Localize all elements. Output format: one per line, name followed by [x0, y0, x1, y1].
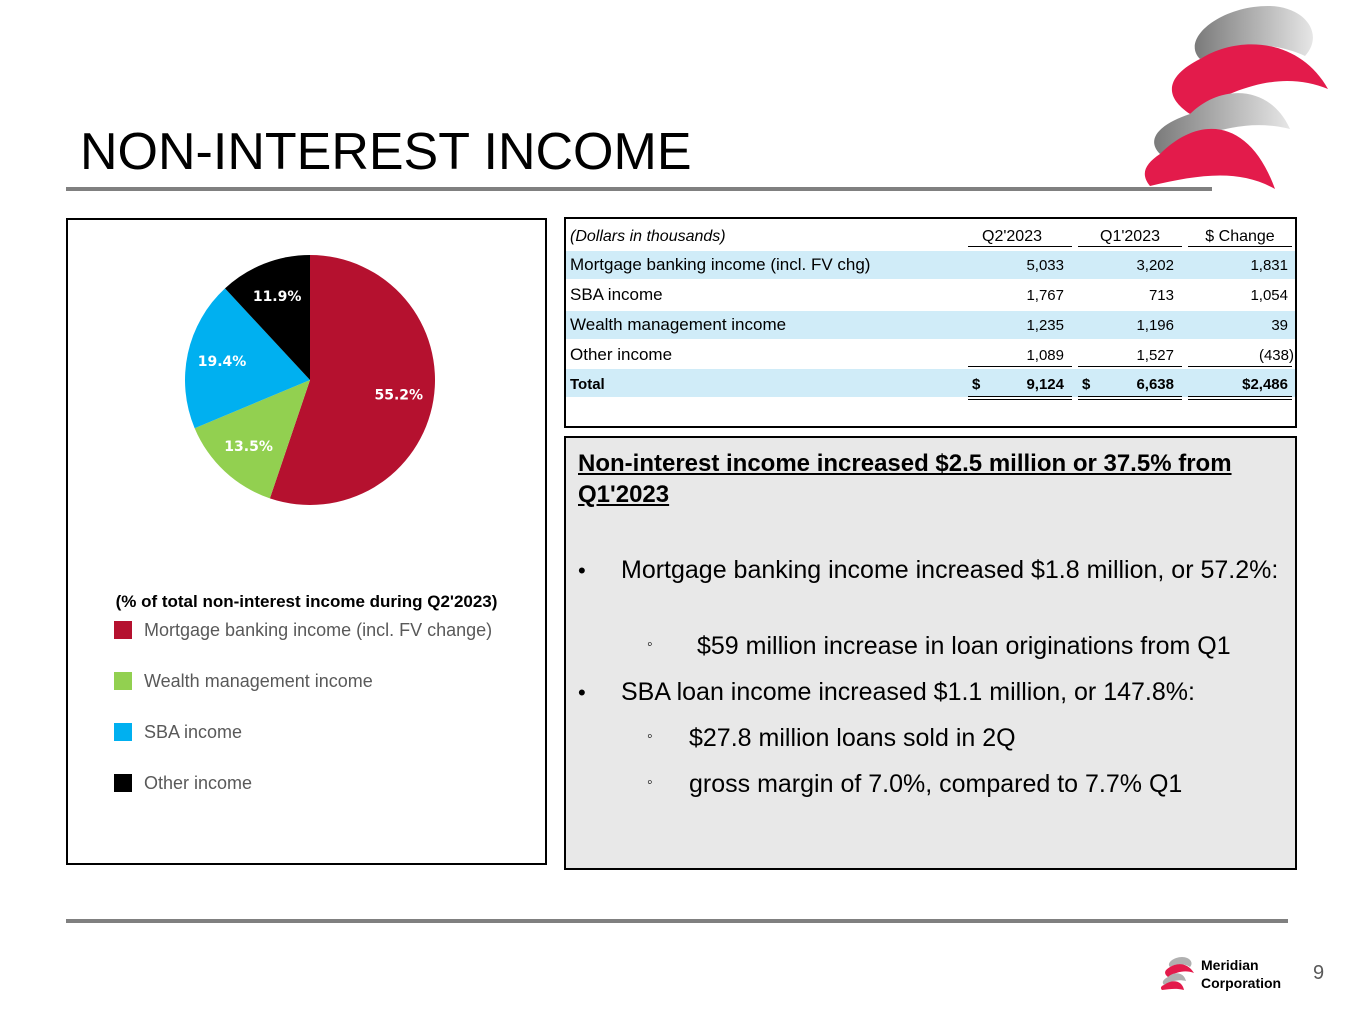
row-value-change: 39 — [1271, 317, 1288, 334]
subtotal-underline — [968, 366, 1072, 367]
total-currency-q2: $ — [972, 376, 981, 393]
legend-swatch-wealth — [114, 672, 132, 690]
row-label: Other income — [570, 345, 673, 364]
subtotal-underline — [1188, 366, 1292, 367]
sub-bullet-gross-margin: gross margin of 7.0%, compared to 7.7% Q1 — [689, 770, 1183, 798]
row-label: SBA income — [570, 285, 663, 304]
chart-panel — [66, 218, 547, 865]
total-double-underline — [1078, 399, 1182, 400]
total-double-underline — [1188, 396, 1292, 397]
slide-title: NON-INTEREST INCOME — [80, 123, 692, 181]
footer-logo-icon — [1160, 955, 1196, 991]
total-currency-q1: $ — [1082, 376, 1091, 393]
sub-bullet-marker: ◦ — [647, 774, 653, 791]
logo-swirl-icon — [1140, 4, 1335, 194]
chart-caption: (% of total non-interest income during Q2'2023) — [115, 592, 498, 611]
pie-data-label-2: 13.5% — [224, 438, 273, 455]
total-value-q1: 6,638 — [1136, 376, 1174, 393]
legend-label: Other income — [144, 773, 253, 793]
legend-swatch-sba — [114, 723, 132, 741]
total-label: Total — [570, 376, 605, 393]
total-double-underline — [968, 399, 1072, 400]
row-value-q2: 1,089 — [1026, 347, 1064, 364]
legend-label: Wealth management income — [144, 671, 373, 691]
row-value-q1: 1,527 — [1136, 347, 1174, 364]
pie-data-label-4: 11.9% — [252, 289, 302, 306]
column-header-q1: Q1'2023 — [1100, 228, 1160, 245]
legend-swatch-other — [114, 774, 132, 792]
sub-bullet-originations: $59 million increase in loan originations from Q1 — [697, 632, 1231, 660]
summary-heading: Non-interest income increased $2.5 million or 37.5% from Q1'2023 — [578, 450, 1232, 508]
income-table — [564, 217, 1297, 428]
total-value-change: $2,486 — [1242, 376, 1288, 393]
total-double-underline — [1188, 399, 1292, 400]
column-header-change: $ Change — [1205, 228, 1275, 245]
table-units-label: (Dollars in thousands) — [570, 228, 726, 245]
row-value-change: (438) — [1258, 347, 1294, 364]
company-name-line2: Corporation — [1201, 975, 1282, 991]
bullet-sba: SBA loan income increased $1.1 million, or 147.8%: — [621, 678, 1195, 706]
legend-label: SBA income — [144, 722, 243, 742]
row-highlight — [566, 369, 1295, 397]
row-value-q1: 713 — [1148, 287, 1174, 304]
bullet-mortgage: Mortgage banking income increased $1.8 million, or 57.2%: — [621, 556, 1279, 584]
footer-divider — [66, 919, 1288, 923]
sub-bullet-marker: ◦ — [647, 636, 653, 653]
summary-panel — [564, 436, 1297, 870]
total-double-underline — [968, 396, 1072, 397]
row-value-change: 1,054 — [1250, 287, 1288, 304]
row-value-q1: 1,196 — [1136, 317, 1174, 334]
header-underline — [1078, 246, 1182, 247]
sub-bullet-marker: ◦ — [647, 728, 653, 745]
subtotal-underline — [1078, 366, 1182, 367]
header-underline — [1188, 246, 1292, 247]
sub-bullet-loans-sold: $27.8 million loans sold in 2Q — [689, 724, 1016, 752]
pie-data-label-3: 19.4% — [197, 353, 247, 370]
pie-chart — [68, 220, 545, 620]
row-value-q2: 5,033 — [1026, 257, 1064, 274]
legend-swatch-mortgage — [114, 621, 132, 639]
total-value-q2: 9,124 — [1026, 376, 1064, 393]
bullet-marker: • — [578, 558, 586, 583]
title-divider — [66, 187, 1212, 191]
company-name-line1: Meridian — [1201, 957, 1259, 973]
row-label: Mortgage banking income (incl. FV chg) — [570, 255, 871, 274]
pie-data-label-1: 55.2% — [374, 387, 424, 404]
page-number: 9 — [1313, 962, 1325, 984]
row-value-change: 1,831 — [1250, 257, 1288, 274]
legend-label: Mortgage banking income (incl. FV change) — [144, 620, 493, 640]
row-value-q2: 1,235 — [1026, 317, 1064, 334]
row-value-q1: 3,202 — [1136, 257, 1174, 274]
column-header-q2: Q2'2023 — [982, 228, 1042, 245]
total-double-underline — [1078, 396, 1182, 397]
footer-company-name — [1201, 956, 1281, 992]
row-value-q2: 1,767 — [1026, 287, 1064, 304]
row-label: Wealth management income — [570, 315, 787, 334]
bullet-marker: • — [578, 680, 586, 705]
header-underline — [968, 246, 1072, 247]
